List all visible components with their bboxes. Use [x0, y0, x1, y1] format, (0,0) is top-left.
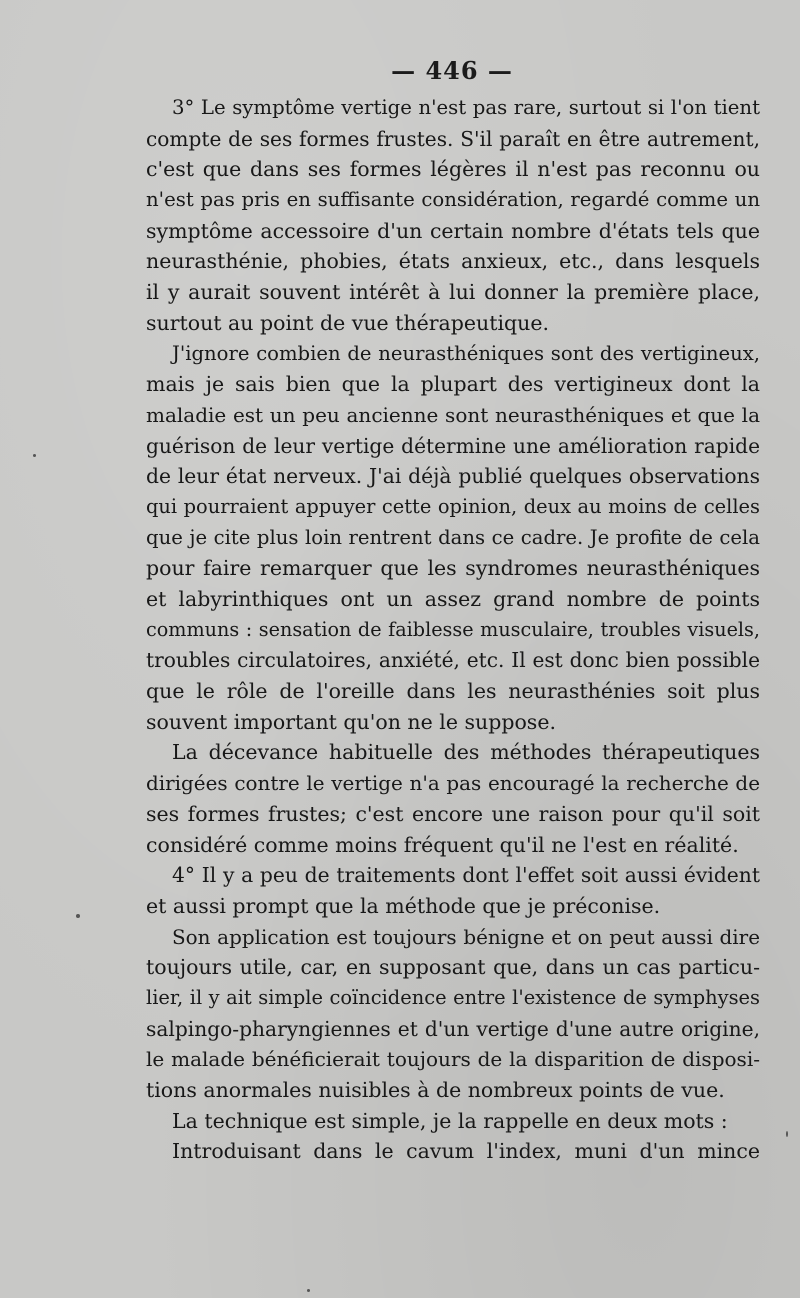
- text-line: troubles circulatoires, anxiété, etc. Il est donc bien possible: [146, 648, 760, 673]
- text-line: n'est pas pris en suffisante considération, regardé comme un: [146, 188, 760, 212]
- text-line: souvent important qu'on ne le suppose.: [146, 709, 556, 734]
- text-line: dirigées contre le vertige n'a pas encouragé la recherche de: [146, 771, 760, 796]
- text-line: Introduisant dans le cavum l'index, muni d'un mince: [172, 1139, 760, 1164]
- text-line: lier, il y ait simple coïncidence entre l'existence de symphyses: [146, 985, 760, 1009]
- text-line: guérison de leur vertige détermine une amélioration rapide: [146, 433, 760, 458]
- text-line: il y aurait souvent intérêt à lui donner la première place,: [146, 280, 760, 305]
- text-line: La technique est simple, je la rappelle en deux mots :: [172, 1108, 728, 1133]
- paper-speck: [307, 1289, 310, 1292]
- text-line: symptôme accessoire d'un certain nombre d'états tels que: [146, 218, 760, 243]
- paper-speck: [33, 454, 36, 457]
- text-line: tions anormales nuisibles à de nombreux points de vue.: [146, 1078, 725, 1102]
- text-line: et labyrinthiques ont un assez grand nombre de points: [146, 587, 760, 611]
- text-line: maladie est un peu ancienne sont neurasthéniques et que la: [146, 402, 760, 427]
- text-line: pour faire remarquer que les syndromes neurasthéniques: [146, 556, 760, 581]
- text-line: surtout au point de vue thérapeutique.: [146, 310, 550, 335]
- text-line: La décevance habituelle des méthodes thérapeutiques: [172, 740, 760, 765]
- text-line: 4° Il y a peu de traitements dont l'effet soit aussi évident: [172, 863, 760, 888]
- text-line: Son application est toujours bénigne et on peut aussi dire: [172, 924, 760, 949]
- text-line: mais je sais bien que la plupart des vertigineux dont la: [146, 372, 760, 397]
- text-line: que je cite plus loin rentrent dans ce cadre. Je profite de cela: [146, 525, 760, 549]
- text-line: c'est que dans ses formes légères il n'est pas reconnu ou: [146, 157, 760, 182]
- text-line: toujours utile, car, en supposant que, dans un cas particu-: [146, 955, 760, 980]
- text-line: neurasthénie, phobies, états anxieux, etc., dans lesquels: [146, 249, 760, 274]
- text-line: que le rôle de l'oreille dans les neurasthénies soit plus: [146, 679, 760, 704]
- text-line: communs : sensation de faiblesse musculaire, troubles visuels,: [146, 617, 760, 641]
- text-line: le malade bénéficierait toujours de la disparition de disposi-: [146, 1047, 760, 1072]
- text-line: salpingo-pharyngiennes et d'un vertige d'une autre origine,: [146, 1016, 760, 1041]
- body-text: [146, 93, 760, 1167]
- page-number: — 446 —: [391, 56, 513, 85]
- text-line: considéré comme moins fréquent qu'il ne l'est en réalité.: [146, 832, 739, 857]
- text-line: qui pourraient appuyer cette opinion, deux au moins de celles: [146, 494, 760, 518]
- text-line: compte de ses formes frustes. S'il paraît en être autrement,: [146, 126, 760, 151]
- text-line: J'ignore combien de neurasthéniques sont des vertigineux,: [172, 341, 760, 365]
- paper-speck: [76, 914, 80, 918]
- text-line: et aussi prompt que la méthode que je préconise.: [146, 893, 661, 918]
- text-line: de leur état nerveux. J'ai déjà publié quelques observations: [146, 464, 760, 489]
- text-line: 3° Le symptôme vertige n'est pas rare, surtout si l'on tient: [172, 96, 760, 119]
- text-line: ses formes frustes; c'est encore une raison pour qu'il soit: [146, 801, 760, 826]
- paper-speck: [786, 1131, 788, 1137]
